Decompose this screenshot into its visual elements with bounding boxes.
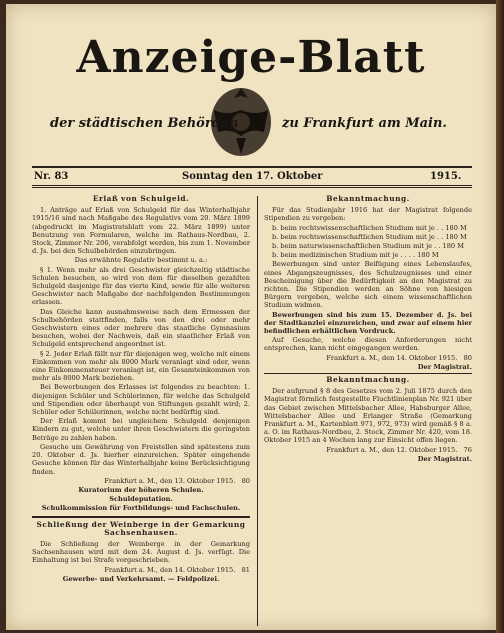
notice-signature-date: Frankfurt a. M., den 14. Oktober 1915. 81 <box>104 565 250 574</box>
decree-paragraph: Das erwähnte Regulativ bestimmt u. a.: <box>74 256 208 265</box>
stipend-item: b. beim rechtswissenschaftlichen Studium mit je . . 180 M <box>272 232 467 241</box>
section-divider <box>264 373 472 374</box>
issue-date: Sonntag den 17. Oktober <box>182 171 323 182</box>
masthead-subtitle-left: der städtischen Behörden <box>50 116 239 131</box>
issue-number: Nr. 83 <box>34 171 69 182</box>
column-divider <box>257 196 258 626</box>
masthead-title: Anzeige-Blatt <box>76 32 426 83</box>
decree-paragraph: Der Erlaß kommt bei ungleichem Schulgeld denjenigen Kindern zu gut, welche unter ihren Geschwistern die geringsten Beträge zu zahlen haben. <box>32 417 250 442</box>
decree-signature-school: Schulkommission für Fortbildungs- und Fachschulen. <box>41 504 241 513</box>
announcement-paragraph: Auf Gesuche, welche diesen Anforderungen nicht entsprechen, kann nicht eingegangen werden. <box>264 336 472 353</box>
notice-paragraph: Die Schließung der Weinberge in der Gemarkung Sachsenhausen wird mit dem 24. August d. Js. verfügt. Die Einhaltung ist bei Strafe vorgeschrieben. <box>32 539 250 565</box>
announcement-paragraph: Für das Studienjahr 1916 hat der Magistrat folgende Stipendien zu vergeben: <box>264 206 472 223</box>
decree-signature-date: Frankfurt a. M., den 13. Oktober 1915. 80 <box>104 476 250 485</box>
decree-paragraph: Das Gleiche kann ausnahmsweise nach dem Ermessen der Schulbehörden stattfinden, falls von den drei oder mehr Geschwistern eines oder mehrere das staatliche Gymnasium besuchen, wobei der Nachweis, daß ein staatlicher Erlaß von Schulgeld entsprechend angeordnet ist. <box>32 307 250 349</box>
header-top-rule <box>32 166 472 168</box>
section-divider <box>32 516 250 518</box>
decree-signature-office: Schuldeputation. <box>109 495 173 504</box>
announcement-paragraph: Bewerbungen sind unter Beifügung eines Lebenslaufes, eines Abgangszeugnisses, des Schulzeugnisses und einer Bescheinigung über die Bedürftigkeit an den Magistrat zu richten. Die Stipendien werden an Söhne von hiesigen Bürgern vergeben, welche sich einem wissenschaftlichen Studium widmen. <box>264 260 472 310</box>
decree-signature-body: Kuratorium der höheren Schulen. <box>78 485 204 494</box>
announcement-signature-date: Frankfurt a. M., den 14. Oktober 1915. 80 <box>326 353 472 362</box>
announcement-signature-office: Der Magistrat. <box>417 362 472 371</box>
announcement-signature-date: Frankfurt a. M., den 12. Oktober 1915. 76 <box>326 445 472 454</box>
stipend-item: b. beim naturwissenschaftlichen Studium mit je . . 180 M <box>272 242 464 251</box>
header-bottom-rule-2 <box>32 187 472 188</box>
issue-year: 1915. <box>430 171 462 182</box>
decree-paragraph: Bei Bewerbungen des Erlasses ist folgendes zu beachten: 1. diejenigen Schüler und Schülerinnen, für welche das Schulgeld und Stipendien oder überhaupt von Stiftungen gezahlt wird; 2. Schüler oder Schülerinnen, welche nicht bedürftig sind. <box>32 383 250 417</box>
notice-heading: Schließung der Weinberge in der Gemarkung Sachsenhausen. <box>36 519 246 537</box>
header-bottom-rule <box>32 185 472 186</box>
announcement-paragraph: Bewerbungen sind bis zum 15. Dezember d. Js. bei der Stadtkanzlei einzureichen, und zwar auf einem hier befindlichen erhältlichen Vordruck. <box>264 310 472 336</box>
masthead-subtitle-right: zu Frankfurt am Main. <box>282 116 447 131</box>
decree-heading: Erlaß von Schulgeld. <box>92 194 190 203</box>
announcement-paragraph: Der aufgrund § 8 des Gesetzes vom 2. Juli 1875 durch den Magistrat förmlich festgestellte Fluchtlinienplan Nr. 921 über das Gebiet zwischen Mittelsbacher Allee, Habsburger Allee, Wittelsbacher Allee und Erlanger Straße (Gemarkung Frankfurt a. M., Kartenblatt 971, 972, 973) wird gemäß § 8 a. a. O. im Rathaus-Nordbau, 2. Stock, Zimmer Nr. 420, vom 18. Oktober 1915 an 4 Wochen lang zur Einsicht offen liegen. <box>264 387 472 445</box>
book-binding-edge <box>496 0 504 633</box>
stipend-item: b. beim medizinischen Studium mit je . . . . 180 M <box>272 251 439 260</box>
stipend-item: b. beim rechtswissenschaftlichen Studium mit je . . 180 M <box>272 223 467 232</box>
announcement-heading-2: Bekanntmachung. <box>326 375 410 385</box>
left-column <box>32 194 250 584</box>
announcement-signature-office: Der Magistrat. <box>417 454 472 463</box>
right-column <box>264 194 472 464</box>
decree-paragraph: Gesuche um Gewährung von Freistellen sind spätestens zum 20. Oktober d. Js. hierher einzureichen. Später eingehende Gesuche können für das Winterhalbjahr keine Berücksichtigung finden. <box>32 442 250 476</box>
decree-paragraph: 1. Anträge auf Erlaß von Schulgeld für das Winterhalbjahr 1915/16 sind nach Maßgabe des Regulativs vom 20. März 1899 (abgedruckt im Magistratsblatt vom 22. März 1899) unter Benutzung von Formularen, welche im Rathaus-Nordbau, 2. Stock, Zimmer Nr. 206, verabfolgt werden, bis zum 1. November d. Js. bei den Schulbehörden einzubringen. <box>32 206 250 256</box>
decree-paragraph: § 1. Wenn mehr als drei Geschwister gleichzeitig städtische Schulen besuchen, so wird von dem für dieselben gezahlten Schulgeld dasjenige für das vierte Kind, sowie für alle weiteren Geschwister nach Maßgabe der nachfolgenden Bestimmungen erlassen. <box>32 265 250 307</box>
notice-signature-office: Gewerbe- und Verkehrsamt. — Feldpolizei. <box>62 574 220 583</box>
decree-paragraph: § 2. Jeder Erlaß fällt nur für diejenigen weg, welche mit einem Einkommen von mehr als 8000 Mark veranlagt sind oder, wenn eine Einkommensteuer veranlagt ist, ein Gesamteinkommen von mehr als 8000 Mark beziehen. <box>32 349 250 383</box>
newspaper-page <box>6 4 496 630</box>
announcement-heading: Bekanntmachung. <box>326 194 410 203</box>
